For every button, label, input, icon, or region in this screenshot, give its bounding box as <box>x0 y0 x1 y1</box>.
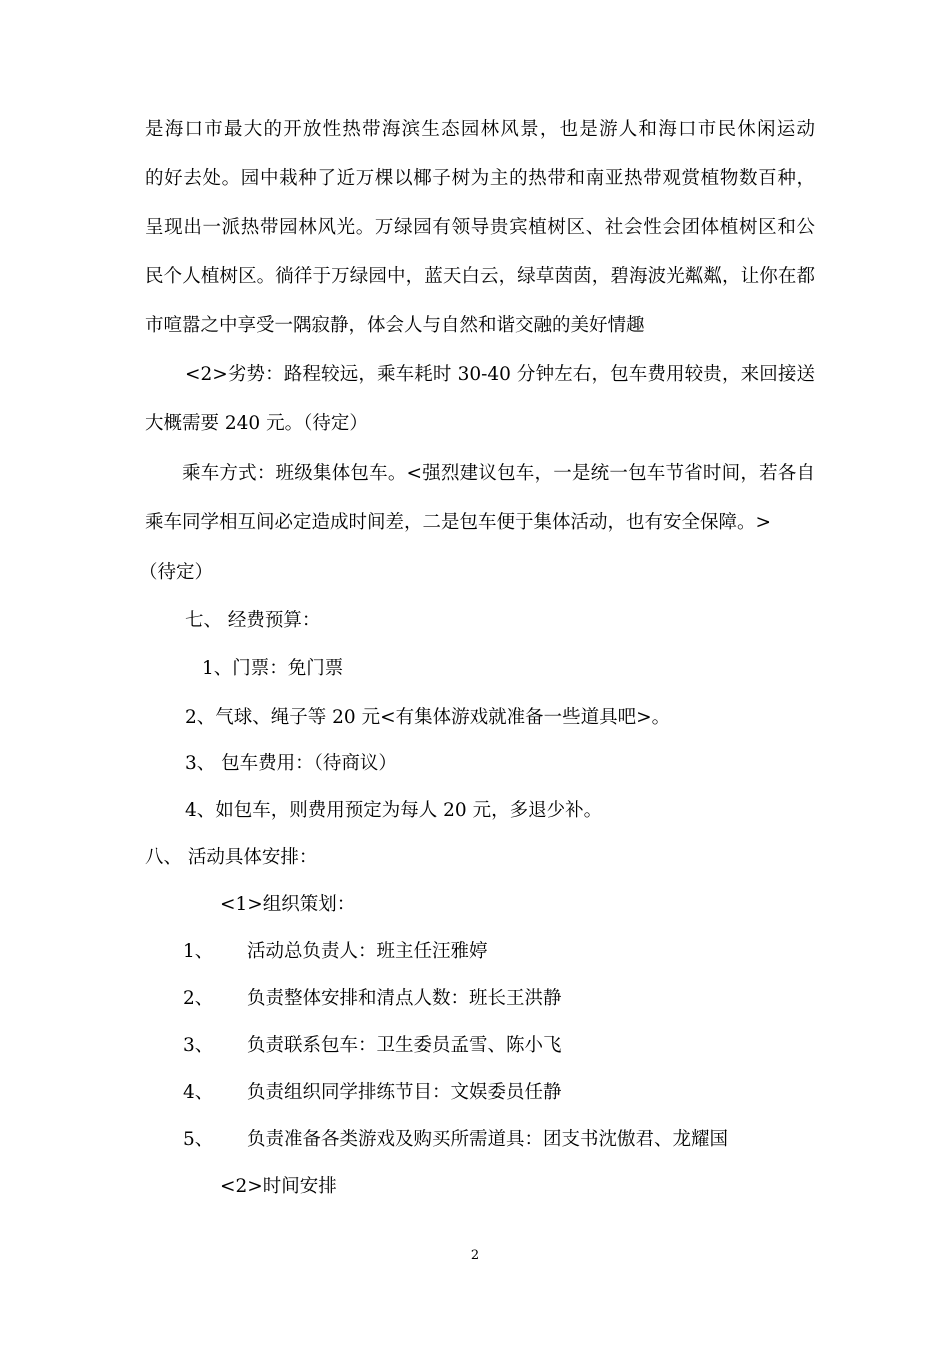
role-number: 1、 <box>183 941 214 962</box>
budget-item-4: 4、如包车，则费用预定为每人 20 元，多退少补。 <box>185 800 603 821</box>
transport-line-1: 乘车方式：班级集体包车。<强烈建议包车，一是统一包车节省时间，若各自 <box>182 463 815 484</box>
page-number: 2 <box>470 1248 480 1263</box>
role-number: 5、 <box>183 1129 214 1150</box>
role-text: 负责准备各类游戏及购买所需道具：团支书沈傲君、龙耀国 <box>247 1129 729 1150</box>
role-text: 活动总负责人：班主任汪雅婷 <box>247 941 488 962</box>
role-item <box>183 940 853 964</box>
role-number: 3、 <box>183 1035 214 1056</box>
role-item <box>183 1034 853 1058</box>
budget-item-2: 2、气球、绳子等 20 元<有集体游戏就准备一些道具吧>。 <box>185 707 671 728</box>
intro-line-1: 是海口市最大的开放性热带海滨生态园林风景，也是游人和海口市民休闲运动 <box>145 119 815 140</box>
organization-heading: <1>组织策划： <box>220 894 356 915</box>
role-number: 2、 <box>183 988 214 1009</box>
budget-item-3: 3、 包车费用：（待商议） <box>185 753 397 774</box>
disadvantage-line-1: <2>劣势：路程较远，乘车耗时 30-40 分钟左右，包车费用较贵，来回接送 <box>185 364 815 385</box>
schedule-heading: 八、 活动具体安排： <box>145 847 318 868</box>
budget-heading: 七、 经费预算： <box>185 610 321 631</box>
role-number: 4、 <box>183 1082 214 1103</box>
intro-line-4: 民个人植树区。徜徉于万绿园中，蓝天白云，绿草茵茵，碧海波光粼粼，让你在都 <box>145 266 815 287</box>
intro-line-5: 市喧嚣之中享受一隅寂静，体会人与自然和谐交融的美好情趣 <box>145 315 645 336</box>
time-heading: <2>时间安排 <box>220 1176 337 1197</box>
role-text: 负责整体安排和清点人数：班长王洪静 <box>247 988 562 1009</box>
role-item <box>183 1128 853 1152</box>
budget-item-1: 1、门票：免门票 <box>202 658 344 679</box>
role-text: 负责组织同学排练节目：文娱委员任静 <box>247 1082 562 1103</box>
role-item <box>183 987 853 1011</box>
intro-line-2: 的好去处。园中栽种了近万棵以椰子树为主的热带和南亚热带观赏植物数百种， <box>145 168 815 189</box>
disadvantage-line-2: 大概需要 240 元。（待定） <box>145 413 368 434</box>
transport-line-2: 乘车同学相互间必定造成时间差，二是包车便于集体活动，也有安全保障。> <box>145 512 772 533</box>
intro-line-3: 呈现出一派热带园林风光。万绿园有领导贵宾植树区、社会性会团体植树区和公 <box>145 217 815 238</box>
transport-line-3: （待定） <box>139 562 214 583</box>
role-text: 负责联系包车：卫生委员孟雪、陈小飞 <box>247 1035 562 1056</box>
role-item <box>183 1081 853 1105</box>
